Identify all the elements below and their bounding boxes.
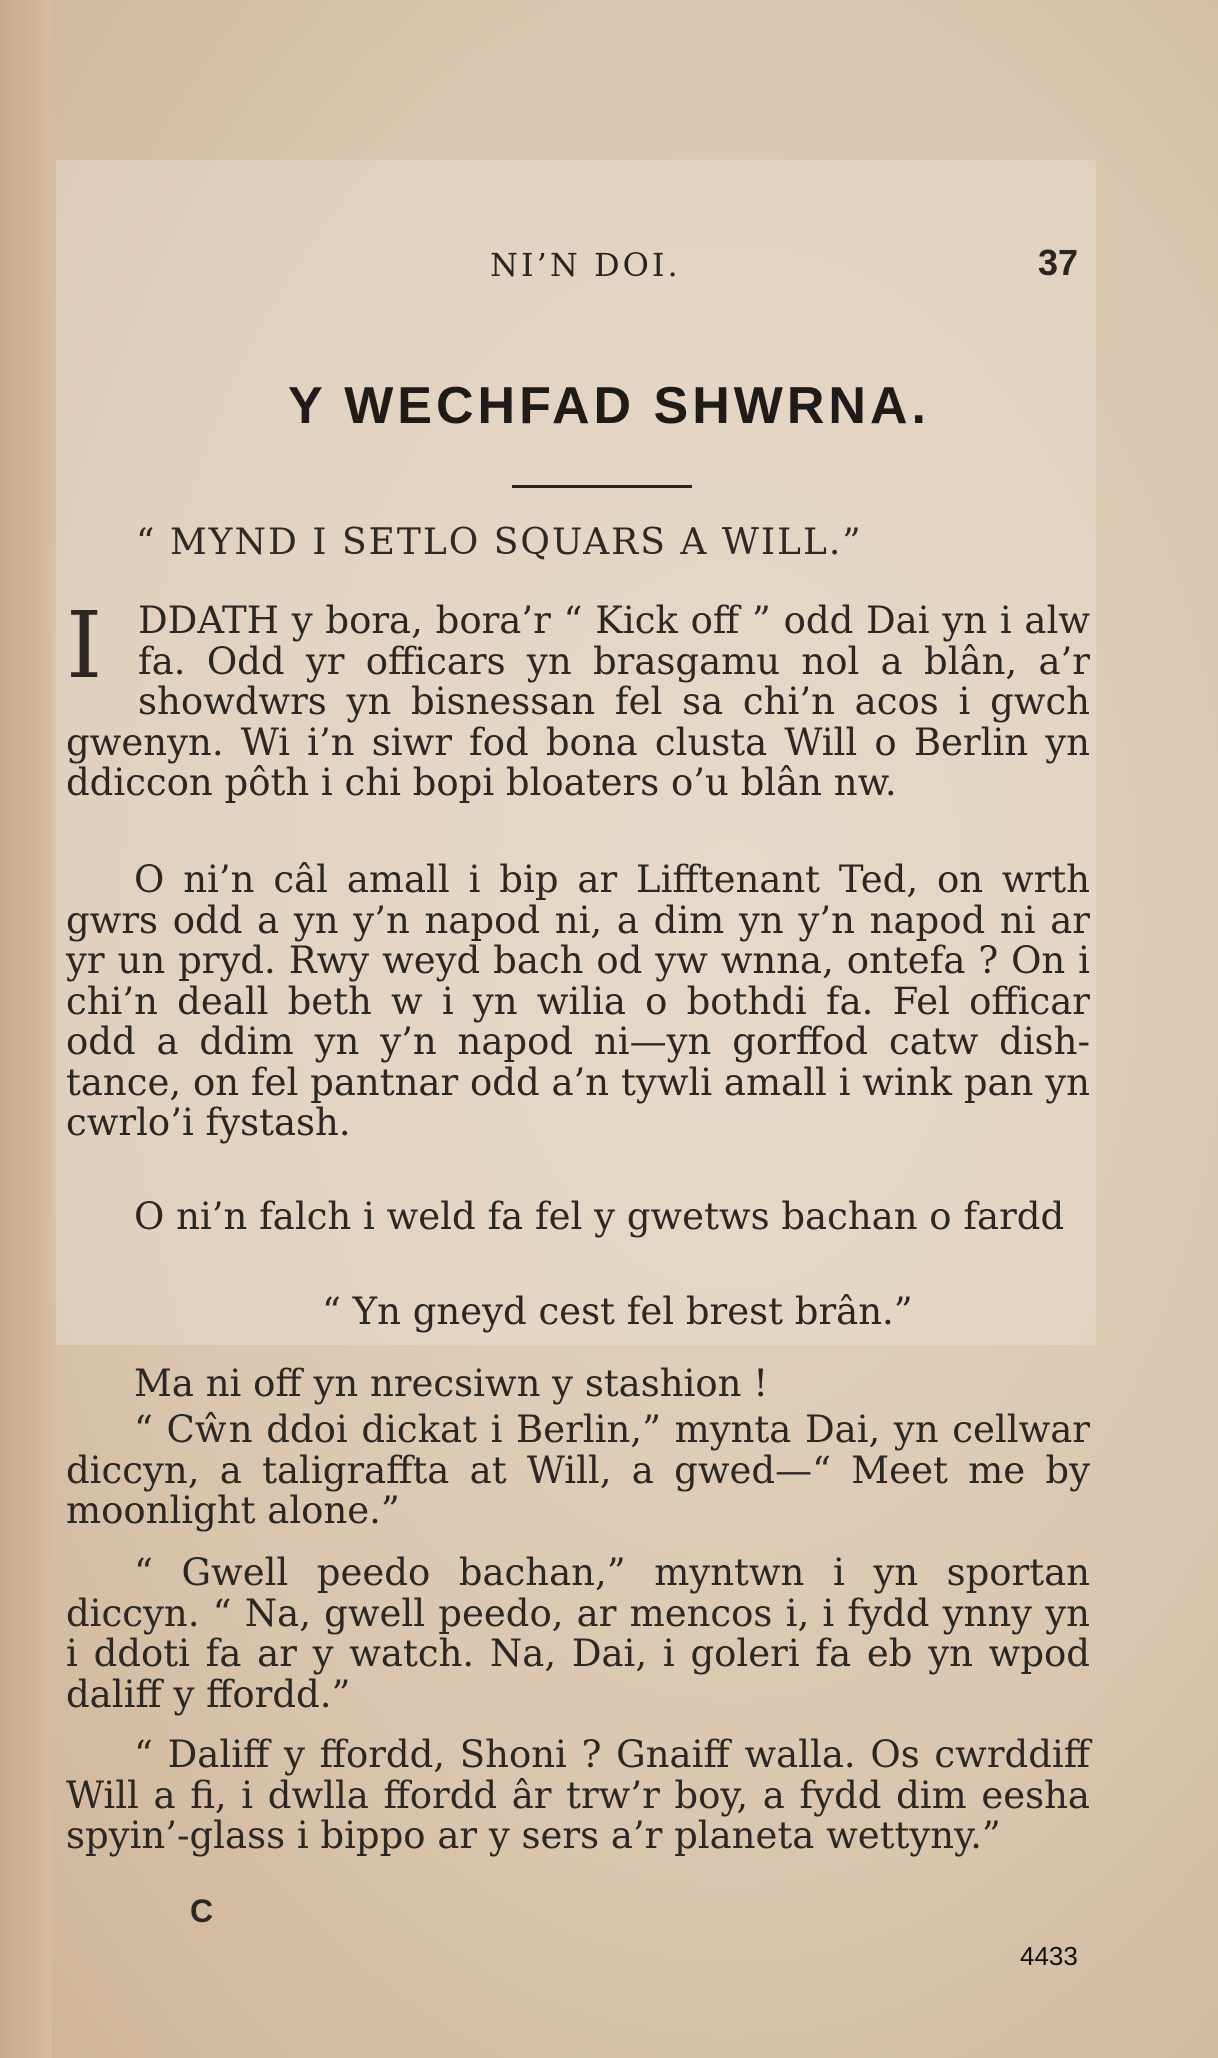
running-title: NI’N DOI. [490,246,681,284]
paragraph-2: O ni’n câl amall i bip ar Lifftenant Ted, on wrth gwrs odd a yn y’n napod ni, a dim yn y’n napod ni ar yr un pryd. Rwy weyd bach od yw wnna, ontefa ? On i chi’n deall beth w i yn wilia o bothdi fa. Fel officar odd a ddim yn y’n napod ni—yn gorffod catw dish-tance, on fel pantnar odd a’n tywli amall i wink pan yn cwrlo’i fystash. [66,858,1090,1144]
page-header [0,242,1218,296]
verse-quote: “ Yn gneyd cest fel brest brân.” [322,1290,913,1333]
page-number: 37 [1038,242,1079,283]
paragraph-3: O ni’n falch i weld fa fel y gwetws bachan o fardd [134,1195,1065,1238]
drop-cap: I [66,592,103,699]
page-edge [0,0,52,2058]
signature-mark: C [190,1893,214,1929]
paragraph-1 [66,592,1090,804]
title-rule [512,485,692,488]
paragraph-7: “ Daliff y ffordd, Shoni ? Gnaiff walla. Os cwrddiff Will a fi, i dwlla ffordd âr trw’r boy, a fydd dim eesha spyin’-glass i bippo ar y sers a’r planeta wettyny.” [66,1733,1090,1857]
reference-number: 4433 [1020,1941,1078,1971]
chapter-title: Y WECHFAD SHWRNA. [288,377,930,435]
paragraph-5: “ Cŵn ddoi dickat i Berlin,” mynta Dai, yn cellwar diccyn, a taligraffta at Will, a gwed—“ Meet me by moonlight alone.” [66,1408,1090,1532]
paragraph-6: “ Gwell peedo bachan,” myntwn i yn sportan diccyn. “ Na, gwell peedo, ar mencos i, i fydd ynny yn i ddoti fa ar y watch. Na, Dai, i goleri fa eb yn wpod daliff y ffordd.” [66,1551,1090,1716]
chapter-subtitle: “ MYND I SETLO SQUARS A WILL.” [136,522,863,563]
paragraph-1-text: DDATH y bora, bora’r “ Kick off ” odd Dai yn i alw fa. Odd yr officars yn brasgamu nol a blân, a’r showdwrs yn bisnessan fel sa chi’n acos i gwch gwenyn. Wi i’n siwr fod bona clusta Will o Berlin yn ddiccon pôth i chi bopi bloaters o’u blân nw. [66,599,1090,804]
paragraph-4: Ma ni off yn nrecsiwn y stashion ! [134,1362,769,1405]
